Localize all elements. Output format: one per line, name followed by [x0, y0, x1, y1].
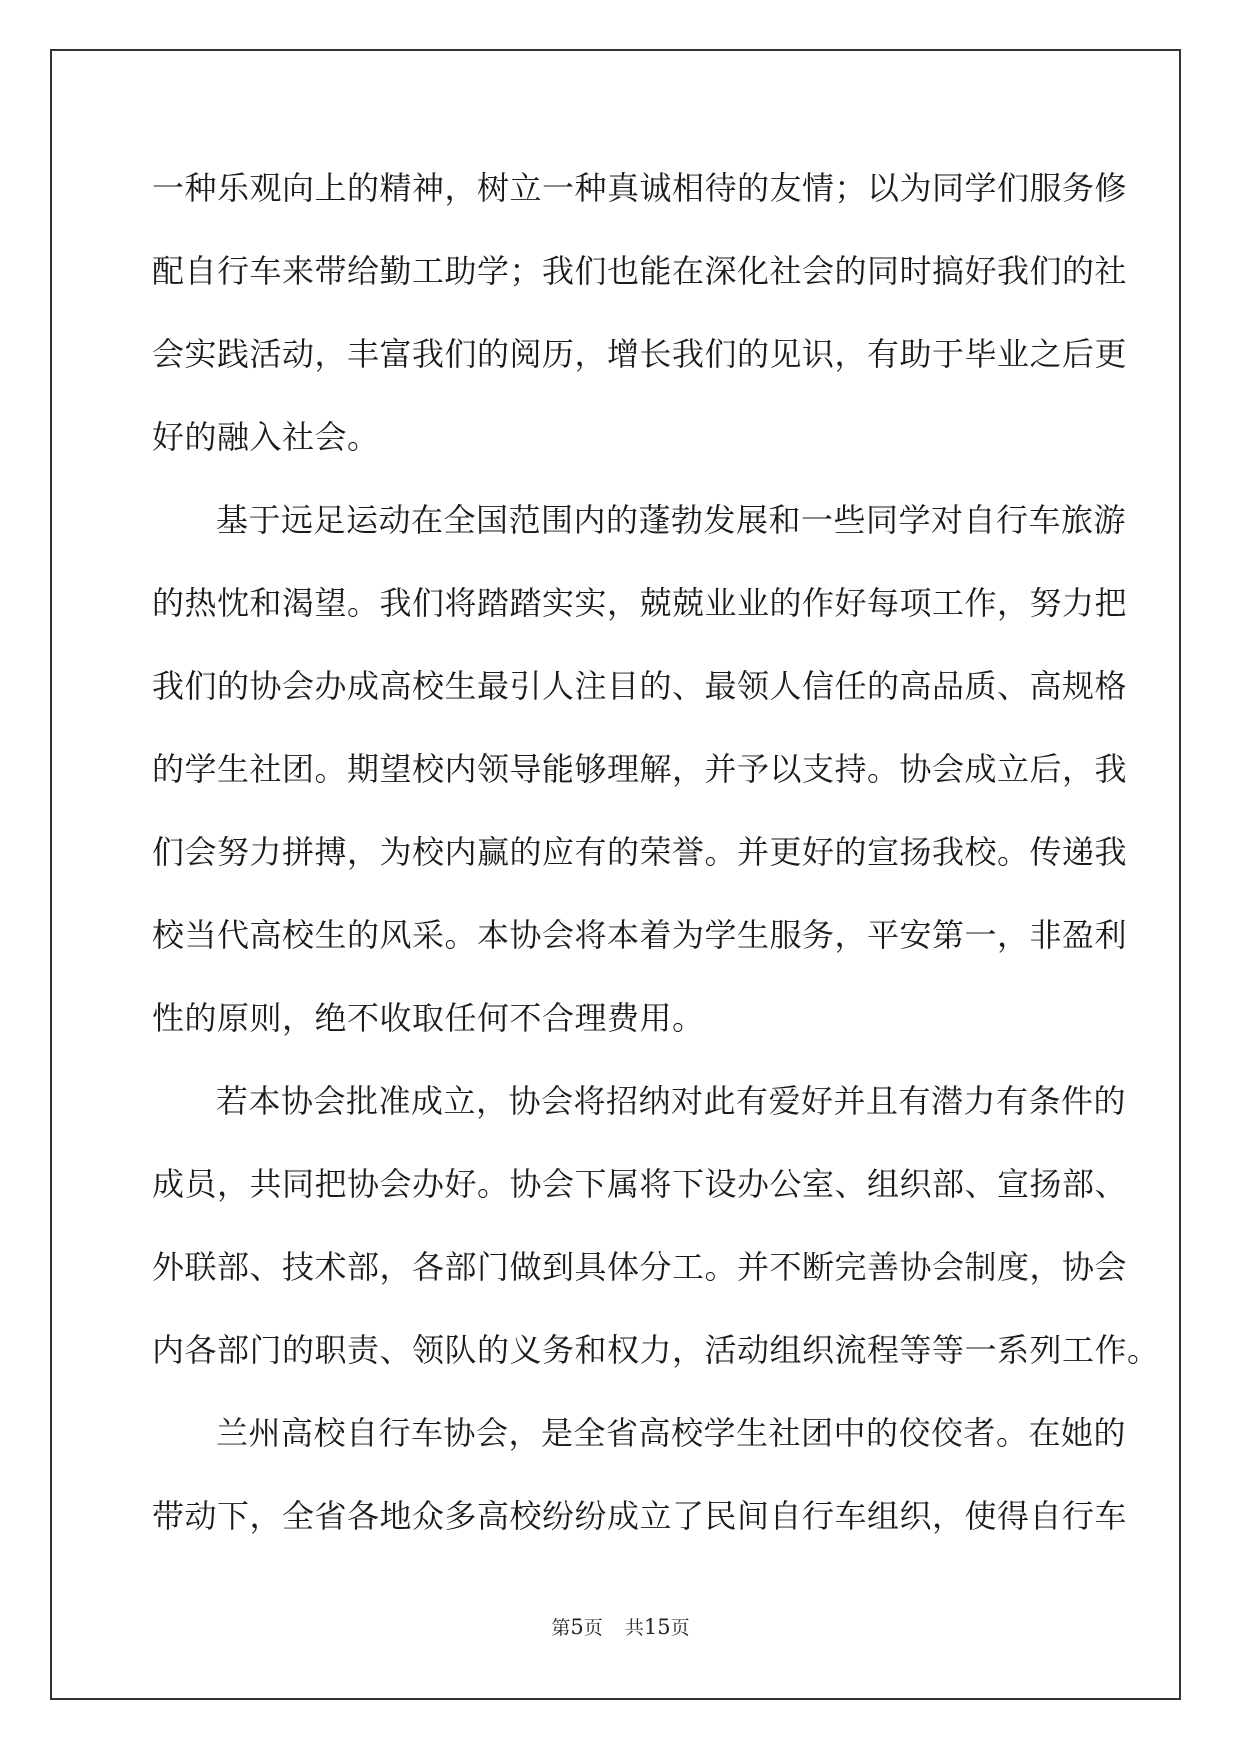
paragraph-first-line: 若本协会批准成立，协会将招纳对此有爱好并且有潜力有条件的: [216, 1082, 1127, 1120]
text-line: 的学生社团。期望校内领导能够理解，并予以支持。协会成立后，我: [152, 750, 1128, 788]
page-footer: [0, 1613, 1241, 1640]
total-pages: 15: [643, 1615, 671, 1639]
total-suffix: 页: [670, 1617, 690, 1639]
text-line: 性的原则，绝不收取任何不合理费用。: [152, 999, 705, 1037]
total-prefix: 共: [624, 1617, 644, 1639]
text-line: 好的融入社会。: [152, 418, 380, 456]
text-line: 们会努力拼搏，为校内赢的应有的荣誉。并更好的宣扬我校。传递我: [152, 833, 1128, 871]
text-line: 会实践活动，丰富我们的阅历，增长我们的见识，有助于毕业之后更: [152, 335, 1128, 373]
text-line: 我们的协会办成高校生最引人注目的、最领人信任的高品质、高规格: [152, 667, 1128, 705]
text-line: 校当代高校生的风采。本协会将本着为学生服务，平安第一，非盈利: [152, 916, 1128, 954]
text-line: 配自行车来带给勤工助学；我们也能在深化社会的同时搞好我们的社: [152, 252, 1128, 290]
page-suffix: 页: [583, 1617, 603, 1639]
text-line: 外联部、技术部，各部门做到具体分工。并不断完善协会制度，协会: [152, 1248, 1128, 1286]
text-line: 的热忱和渴望。我们将踏踏实实，兢兢业业的作好每项工作，努力把: [152, 584, 1128, 622]
document-body: [152, 160, 1160, 1571]
page-number: 5: [570, 1615, 584, 1639]
text-line: 带动下，全省各地众多高校纷纷成立了民间自行车组织，使得自行车: [152, 1497, 1128, 1535]
text-line: 一种乐观向上的精神，树立一种真诚相待的友情；以为同学们服务修: [152, 169, 1128, 207]
text-line: 内各部门的职责、领队的义务和权力，活动组织流程等等一系列工作。: [152, 1331, 1160, 1369]
text-line: 成员，共同把协会办好。协会下属将下设办公室、组织部、宣扬部、: [152, 1165, 1128, 1203]
paragraph-first-line: 兰州高校自行车协会，是全省高校学生社团中的佼佼者。在她的: [216, 1414, 1127, 1452]
paragraph-first-line: 基于远足运动在全国范围内的蓬勃发展和一些同学对自行车旅游: [216, 501, 1127, 539]
page-prefix: 第: [551, 1617, 571, 1639]
